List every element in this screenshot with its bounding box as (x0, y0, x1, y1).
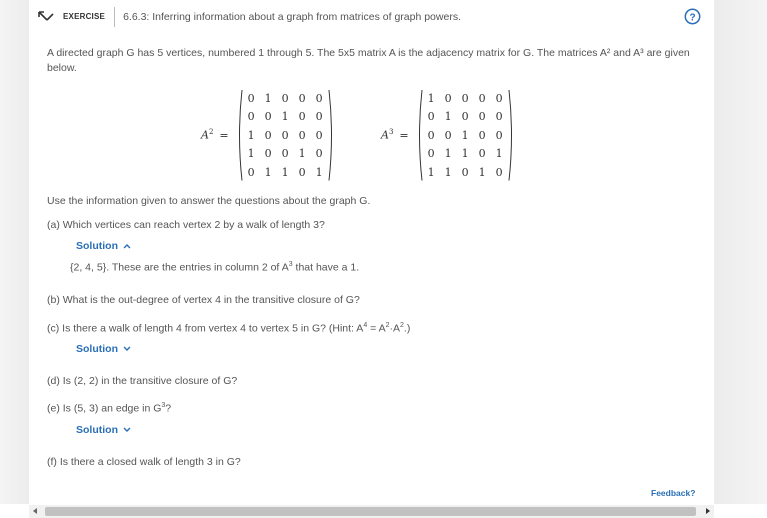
scroll-thumb[interactable] (45, 507, 696, 516)
matrix-cell: 1 (427, 165, 435, 179)
matrix-cell: 1 (478, 165, 486, 179)
horizontal-scrollbar[interactable] (29, 505, 714, 518)
equals-sign: = (399, 128, 409, 142)
matrix-cell: 0 (264, 110, 272, 124)
left-paren (417, 89, 423, 182)
solution-label: Solution (76, 424, 118, 436)
matrix-cell: 1 (444, 147, 452, 161)
matrix-cell: 0 (315, 110, 323, 124)
matrix-row (243, 126, 328, 145)
matrix-cell: 0 (315, 147, 323, 161)
equals-sign: = (219, 128, 229, 142)
matrix-cell: 1 (264, 165, 272, 179)
matrix-cell: 0 (495, 128, 503, 142)
scroll-left-arrow-icon[interactable] (33, 508, 37, 514)
instructions: Use the information given to answer the questions about the graph G. (47, 195, 371, 207)
matrix-cell: 0 (315, 128, 323, 142)
matrix-a2-grid (237, 89, 334, 182)
question-a: (a) Which vertices can reach vertex 2 by a walk of length 3? (47, 219, 325, 231)
matrix-a3-grid (417, 89, 514, 182)
solution-a-toggle[interactable] (76, 240, 131, 252)
chevron-down-icon (123, 427, 131, 433)
matrix-row (243, 89, 328, 108)
matrix-cell: 0 (281, 128, 289, 142)
matrix-cell: 0 (427, 110, 435, 124)
exercise-title: 6.6.3: Inferring information about a graph from matrices of graph powers. (123, 11, 461, 23)
solution-label: Solution (76, 240, 118, 252)
matrix-a2 (201, 89, 334, 182)
solution-e-toggle[interactable] (76, 424, 131, 436)
matrix-cell: 0 (478, 110, 486, 124)
matrix-cell: 1 (461, 128, 469, 142)
question-f: (f) Is there a closed walk of length 3 in G? (47, 456, 241, 468)
matrix-cell: 1 (427, 91, 435, 105)
right-paren (508, 89, 514, 182)
matrix-cell: 0 (495, 110, 503, 124)
left-margin (0, 0, 29, 504)
left-paren (237, 89, 243, 182)
matrix-cell: 0 (281, 91, 289, 105)
question-d: (d) Is (2, 2) in the transitive closure of G? (47, 375, 238, 387)
feedback-link[interactable]: Feedback? (651, 488, 696, 498)
matrix-row (243, 108, 328, 127)
matrix-cell: 0 (444, 91, 452, 105)
solution-a-text: {2, 4, 5}. These are the entries in column 2 of $A^3$ that have a 1. (70, 261, 360, 274)
exercise-header (35, 6, 707, 28)
help-circle-icon[interactable] (684, 8, 701, 25)
matrix-row (423, 163, 508, 182)
solution-label: Solution (76, 343, 118, 355)
matrix-cell: 0 (315, 91, 323, 105)
question-c: (c) Is there a walk of length 4 from vertex 4 to vertex 5 in G? (Hint: $A^4 = A^2\cdot A^2$.) (47, 322, 411, 335)
matrix-row (423, 108, 508, 127)
matrix-a2-label: $A^2$ (201, 128, 214, 143)
matrix-cell: 0 (281, 147, 289, 161)
matrix-cell: 0 (298, 91, 306, 105)
matrix-cell: 1 (264, 91, 272, 105)
matrix-cell: 0 (461, 165, 469, 179)
matrix-cell: 0 (264, 147, 272, 161)
matrix-cell: 0 (427, 128, 435, 142)
svg-text:?: ? (689, 12, 696, 24)
right-margin (714, 0, 767, 504)
matrix-cell: 0 (444, 128, 452, 142)
matrix-cell: 0 (298, 165, 306, 179)
right-paren (328, 89, 334, 182)
matrix-cell: 0 (298, 128, 306, 142)
matrix-cell: 0 (427, 147, 435, 161)
matrix-cell: 0 (247, 165, 255, 179)
problem-statement: A directed graph G has 5 vertices, numbered 1 through 5. The 5x5 matrix A is the adjacency matrix for G. The matrices A² and A³ are given below. (47, 47, 690, 74)
matrix-row (243, 145, 328, 164)
matrix-row (243, 163, 328, 182)
matrix-cell: 0 (461, 110, 469, 124)
matrix-cell: 1 (461, 147, 469, 161)
matrix-cell: 1 (444, 165, 452, 179)
question-b: (b) What is the out-degree of vertex 4 in the transitive closure of G? (47, 294, 360, 306)
matrix-cell: 0 (247, 91, 255, 105)
matrix-cell: 1 (495, 147, 503, 161)
chevron-down-icon (123, 346, 131, 352)
question-e: (e) Is (5, 3) an edge in $G^3$? (47, 402, 172, 415)
matrix-cell: 0 (495, 91, 503, 105)
matrix-cell: 0 (478, 147, 486, 161)
matrix-cell: 1 (298, 147, 306, 161)
scroll-right-arrow-icon[interactable] (706, 508, 710, 514)
matrix-a3-label: $A^3$ (381, 128, 394, 143)
matrix-cell: 0 (495, 165, 503, 179)
exercise-label: EXERCISE (63, 7, 115, 27)
exercise-arrow-icon (35, 8, 57, 26)
matrix-cell: 0 (478, 128, 486, 142)
matrix-row (423, 145, 508, 164)
chevron-up-icon (123, 243, 131, 249)
matrix-cell: 1 (281, 165, 289, 179)
matrix-cell: 1 (444, 110, 452, 124)
matrix-cell: 0 (461, 91, 469, 105)
matrix-cell: 0 (298, 110, 306, 124)
matrix-cell: 1 (247, 147, 255, 161)
matrix-row (423, 89, 508, 108)
solution-c-toggle[interactable] (76, 343, 131, 355)
matrix-cell: 0 (478, 91, 486, 105)
matrix-a3 (381, 89, 514, 182)
matrix-cell: 1 (281, 110, 289, 124)
matrix-cell: 0 (264, 128, 272, 142)
matrix-cell: 1 (247, 128, 255, 142)
matrix-cell: 0 (247, 110, 255, 124)
matrix-cell: 1 (315, 165, 323, 179)
matrix-row (423, 126, 508, 145)
